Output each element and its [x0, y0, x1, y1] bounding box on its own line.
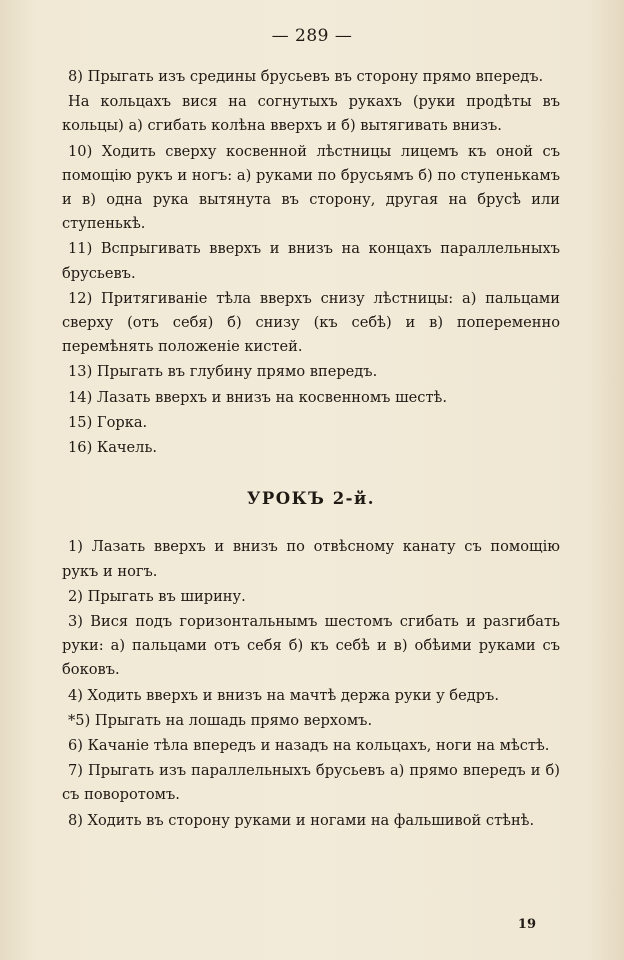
section-heading: УРОКЪ 2-й.: [246, 489, 376, 509]
page-number: — 289 —: [271, 26, 353, 46]
page-body: [62, 65, 560, 834]
list-item: 8) Прыгать изъ средины брусьевъ въ сторону прямо впередъ.: [68, 68, 544, 85]
signature-mark: 19: [517, 917, 536, 932]
list-item: 15) Горка.: [68, 413, 148, 431]
list-item: 10) Ходить сверху косвенной лѣстницы лицемъ къ оной съ помощію рукъ и ногъ: а) руками по брусьямъ б) по ступенькамъ и в) одна рука вытянута въ сторону, другая на брусѣ или ступенькѣ.: [62, 142, 560, 233]
list-item: 11) Вспрыгивать вверхъ и внизъ на концахъ параллельныхъ брусьевъ.: [62, 240, 560, 282]
list-item: *5) Прыгать на лошадь прямо верхомъ.: [68, 711, 373, 729]
list-item: 16) Качель.: [68, 439, 158, 457]
list-item: На кольцахъ вися на согнутыхъ рукахъ (руки продѣты въ кольцы) а) сгибать колѣна вверхъ и б) вытягивать внизъ.: [62, 93, 560, 135]
list-item: 1) Лазать вверхъ и внизъ по отвѣсному канату съ помощію рукъ и ногъ.: [62, 538, 560, 580]
list-item: 7) Прыгать изъ параллельныхъ брусьевъ а) прямо впередъ и б) съ поворотомъ.: [62, 762, 560, 804]
list-item: 8) Ходить въ сторону руками и ногами на фальшивой стѣнѣ.: [68, 811, 535, 829]
list-item: 13) Прыгать въ глубину прямо впередъ.: [68, 363, 378, 381]
list-item: 12) Притягиваніе тѣла вверхъ снизу лѣстницы: а) пальцами сверху (отъ себя) б) снизу (къ себѣ) и в) попеременно перемѣнять положеніе кистей.: [62, 289, 560, 356]
list-item: 14) Лазать вверхъ и внизъ на косвенномъ шестѣ.: [68, 388, 447, 406]
list-item: 6) Качаніе тѣла впередъ и назадъ на кольцахъ, ноги на мѣстѣ.: [68, 737, 550, 755]
list-item: 3) Вися подъ горизонтальнымъ шестомъ сгибать и разгибать руки: а) пальцами отъ себя б) къ себѣ и в) обѣими руками съ боковъ.: [62, 613, 560, 679]
list-item: 2) Прыгать въ ширину.: [68, 587, 246, 605]
list-item: 4) Ходить вверхъ и внизъ на мачтѣ держа руки у бедръ.: [68, 686, 499, 704]
